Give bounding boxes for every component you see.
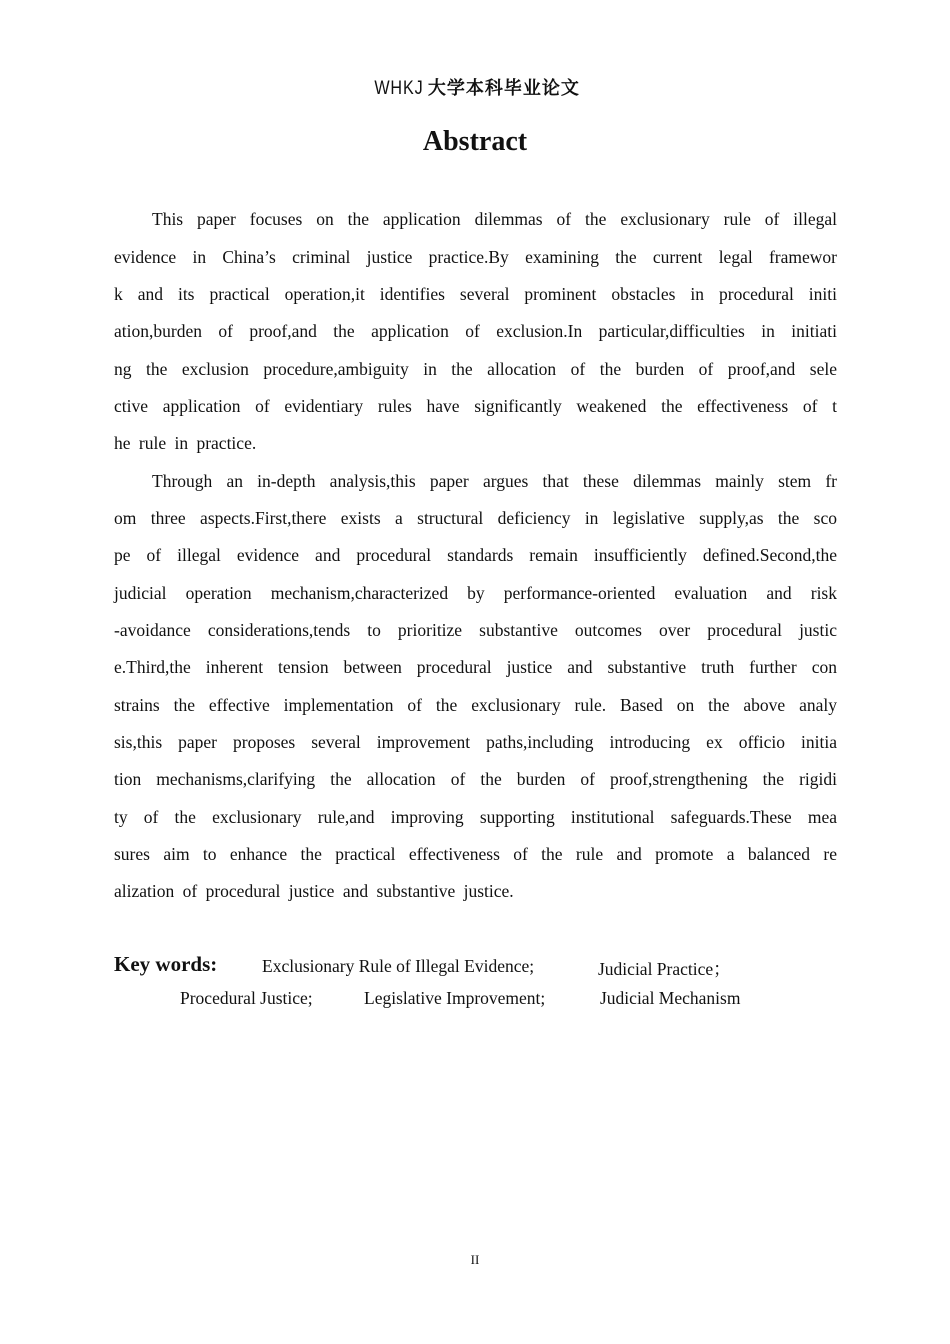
- abstract-line: ctive application of evidentiary rules have significantly weakened the effectiveness of t: [114, 396, 837, 416]
- abstract-line: ng the exclusion procedure,ambiguity in the allocation of the burden of proof,and sele: [114, 359, 837, 379]
- abstract-line: pe of illegal evidence and procedural standards remain insufficiently defined.Second,the: [114, 545, 837, 565]
- abstract-line: sures aim to enhance the practical effectiveness of the rule and promote a balanced re: [114, 844, 837, 864]
- abstract-line: Through an in-depth analysis,this paper argues that these dilemmas mainly stem fr: [152, 471, 837, 491]
- header-title-cn: 大学本科毕业论文: [427, 78, 580, 99]
- abstract-line: ty of the exclusionary rule,and improving supporting institutional safeguards.These mea: [114, 807, 837, 827]
- abstract-line: This paper focuses on the application dilemmas of the exclusionary rule of illegal: [152, 209, 837, 229]
- keyword-item: Exclusionary Rule of Illegal Evidence;: [262, 956, 535, 976]
- abstract-line: alization of procedural justice and substantive justice.: [114, 881, 514, 901]
- abstract-line: e.Third,the inherent tension between procedural justice and substantive truth further con: [114, 657, 837, 677]
- abstract-line: tion mechanisms,clarifying the allocation of the burden of proof,strengthening the rigidi: [114, 769, 837, 789]
- abstract-line: strains the effective implementation of the exclusionary rule. Based on the above analy: [114, 695, 837, 715]
- header-institution: WHKJ: [374, 78, 424, 99]
- keyword-item: Judicial Practice；: [598, 959, 731, 979]
- page-header: [0, 74, 950, 100]
- abstract-line: k and its practical operation,it identifies several prominent obstacles in procedural initi: [114, 284, 837, 304]
- abstract-line: om three aspects.First,there exists a structural deficiency in legislative supply,as the sco: [114, 508, 837, 528]
- keyword-item: Procedural Justice;: [180, 988, 313, 1008]
- keyword-item: Judicial Mechanism: [600, 988, 741, 1008]
- keyword-item: Legislative Improvement;: [364, 988, 546, 1008]
- abstract-title: Abstract: [422, 126, 528, 157]
- abstract-line: -avoidance considerations,tends to prioritize substantive outcomes over procedural justic: [114, 620, 837, 640]
- page-number: II: [470, 1252, 480, 1267]
- abstract-line: evidence in China’s criminal justice practice.By examining the current legal framewor: [114, 247, 837, 267]
- abstract-line: sis,this paper proposes several improvement paths,including introducing ex officio initia: [114, 732, 837, 752]
- abstract-line: judicial operation mechanism,characterized by performance-oriented evaluation and risk: [114, 583, 837, 603]
- abstract-line: ation,burden of proof,and the application of exclusion.In particular,difficulties in initiati: [114, 321, 837, 341]
- abstract-line: he rule in practice.: [114, 433, 257, 453]
- keywords-label: Key words:: [114, 952, 218, 976]
